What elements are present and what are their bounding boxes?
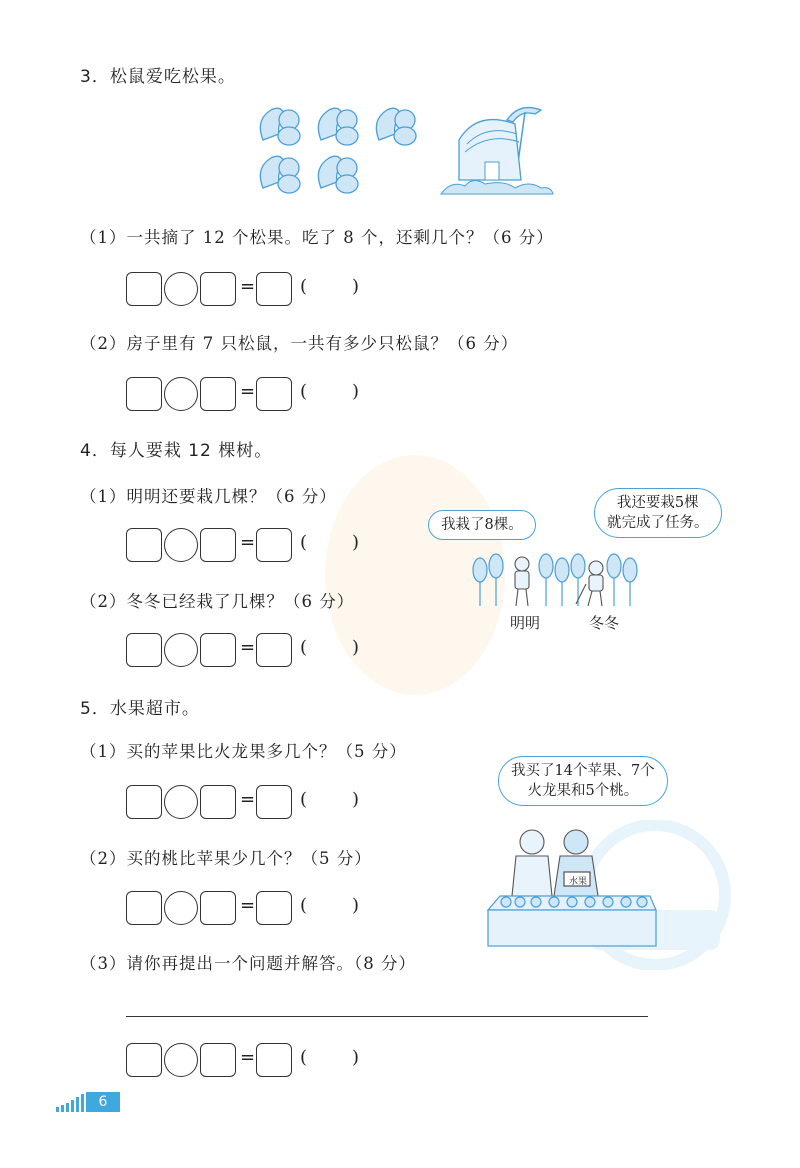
- unit-paren-close: ): [352, 789, 360, 810]
- squirrels-illustration: [255, 100, 435, 195]
- unit-paren-close: ): [352, 895, 360, 916]
- equals-sign: =: [240, 381, 256, 402]
- operator-circle[interactable]: [164, 785, 198, 819]
- answer-box[interactable]: [200, 1043, 236, 1077]
- stall-sign-text: 水果: [569, 877, 588, 887]
- equation-row: [126, 785, 386, 821]
- page-bars-icon: [56, 1092, 88, 1112]
- problem-5-heading: 5．水果超市。: [80, 699, 200, 719]
- squirrel-icon: [318, 156, 358, 193]
- operator-circle[interactable]: [164, 633, 198, 667]
- bubble-text-line-2: 火龙果和5个桃。: [527, 783, 639, 799]
- page-number: 6: [86, 1092, 120, 1112]
- answer-box[interactable]: [200, 633, 236, 667]
- answer-box[interactable]: [126, 377, 162, 411]
- girl-shopper-icon: [512, 830, 552, 896]
- problem-5-question-1: （1）买的苹果比火龙果多几个？（5 分）: [80, 742, 407, 761]
- squirrel-icon: [376, 108, 416, 145]
- equation-row: [126, 272, 386, 308]
- bubble-text: 我栽了8棵。: [441, 517, 523, 533]
- squirrel-icon: [318, 108, 358, 145]
- unit-paren-open: (: [300, 381, 308, 402]
- answer-box[interactable]: [126, 1043, 162, 1077]
- equals-sign: =: [240, 895, 256, 916]
- result-box[interactable]: [256, 633, 292, 667]
- equals-sign: =: [240, 276, 256, 297]
- bubble-text-line-1: 我买了14个苹果、7个: [511, 763, 655, 779]
- unit-paren-close: ): [352, 276, 360, 297]
- answer-box[interactable]: [126, 528, 162, 562]
- unit-paren-open: (: [300, 895, 308, 916]
- result-box[interactable]: [256, 377, 292, 411]
- speech-bubble-shopper: [498, 756, 668, 806]
- answer-box[interactable]: [200, 377, 236, 411]
- unit-paren-close: ): [352, 1047, 360, 1068]
- result-box[interactable]: [256, 528, 292, 562]
- problem-3-question-2: （2）房子里有 7 只松鼠，一共有多少只松鼠？（6 分）: [80, 334, 519, 353]
- operator-circle[interactable]: [164, 1043, 198, 1077]
- answer-box[interactable]: [126, 785, 162, 819]
- equation-row: [126, 377, 386, 413]
- result-box[interactable]: [256, 1043, 292, 1077]
- problem-5-question-2: （2）买的桃比苹果少几个？（5 分）: [80, 849, 372, 868]
- answer-box[interactable]: [200, 785, 236, 819]
- equation-row: [126, 633, 386, 669]
- operator-circle[interactable]: [164, 377, 198, 411]
- problem-5-question-3: （3）请你再提出一个问题并解答。（8 分）: [80, 954, 416, 973]
- speech-bubble-mingming: [428, 510, 536, 540]
- equation-row: [126, 1043, 386, 1079]
- equals-sign: =: [240, 789, 256, 810]
- problem-4-question-1: （1）明明还要栽几棵？（6 分）: [80, 487, 337, 506]
- operator-circle[interactable]: [164, 891, 198, 925]
- equals-sign: =: [240, 1047, 256, 1068]
- fruit-stall-icon: [488, 896, 656, 946]
- equals-sign: =: [240, 637, 256, 658]
- equals-sign: =: [240, 532, 256, 553]
- result-box[interactable]: [256, 785, 292, 819]
- answer-box[interactable]: [200, 891, 236, 925]
- answer-box[interactable]: [126, 272, 162, 306]
- tree-planting-illustration: [470, 540, 640, 618]
- unit-paren-open: (: [300, 789, 308, 810]
- result-box[interactable]: [256, 272, 292, 306]
- unit-paren-open: (: [300, 1047, 308, 1068]
- unit-paren-close: ): [352, 381, 360, 402]
- problem-3-question-1: （1）一共摘了 12 个松果。吃了 8 个，还剩几个？（6 分）: [80, 228, 554, 247]
- unit-paren-open: (: [300, 532, 308, 553]
- answer-box[interactable]: [200, 272, 236, 306]
- operator-circle[interactable]: [164, 272, 198, 306]
- unit-paren-open: (: [300, 276, 308, 297]
- squirrel-icon: [260, 156, 300, 193]
- answer-write-line[interactable]: [126, 1016, 648, 1017]
- unit-paren-open: (: [300, 637, 308, 658]
- unit-paren-close: ): [352, 532, 360, 553]
- answer-box[interactable]: [126, 891, 162, 925]
- problem-3-heading: 3．松鼠爱吃松果。: [80, 67, 236, 87]
- result-box[interactable]: [256, 891, 292, 925]
- bubble-text-line-1: 我还要栽5棵: [616, 495, 699, 511]
- name-label-mingming: 明明: [510, 614, 541, 632]
- answer-box[interactable]: [200, 528, 236, 562]
- unit-paren-close: ): [352, 637, 360, 658]
- equation-row: [126, 891, 386, 927]
- name-label-dongdong: 冬冬: [589, 614, 620, 632]
- squirrel-icon: [260, 108, 300, 145]
- operator-circle[interactable]: [164, 528, 198, 562]
- problem-4-heading: 4．每人要栽 12 棵树。: [80, 441, 273, 461]
- answer-box[interactable]: [126, 633, 162, 667]
- problem-4-question-2: （2）冬冬已经栽了几棵？（6 分）: [80, 592, 355, 611]
- bubble-text-line-2: 就完成了任务。: [607, 515, 709, 531]
- speech-bubble-dongdong: [594, 488, 722, 538]
- mushroom-house-icon: [437, 100, 557, 200]
- boy-mingming-icon: [515, 557, 529, 606]
- equation-row: [126, 528, 386, 564]
